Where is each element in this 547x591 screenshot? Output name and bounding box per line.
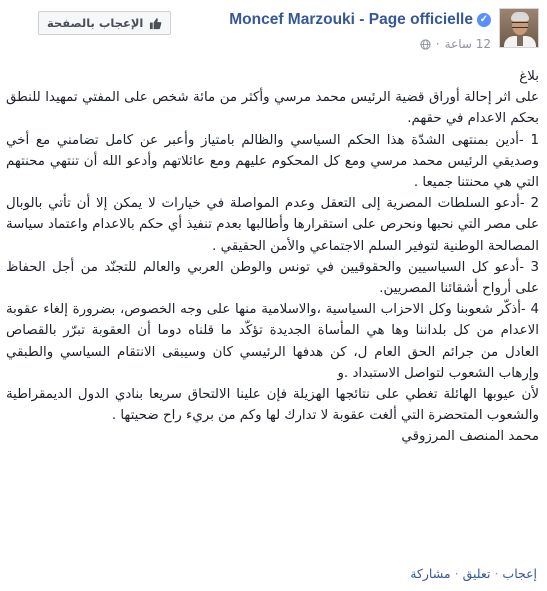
separator: · [494,566,499,581]
post-actions [410,566,537,581]
page-avatar[interactable] [499,8,539,48]
post-timestamp[interactable]: 12 ساعة · [420,37,491,51]
post-body [6,66,539,448]
thumbs-up-icon [149,17,162,30]
post-paragraph: 1 -أدين بمنتهى الشدّة هذا الحكم السياسي والظالم بامتياز وأعبر عن كامل تضامني مع أخي وصديقي الرئيس محمد مرسي ومع كل المحكوم عليهم ومع عائلاتهم وأدعو الله أن تنتهي محنتهم التي هي محنتنا جميعا . [6,132,539,191]
time-text[interactable]: 12 ساعة [444,37,491,51]
post-paragraph: لأن عيوبها الهائلة تغطي على نتائجها الهزيلة فإن علينا الالتحاق سريعا بنادي الدول الديمقراطية والشعوب المتحضرة التي ألغت عقوبة لا تدارك لها وكم من بريء راح ضحيتها . [6,387,539,424]
page-name-text[interactable]: Moncef Marzouki - Page officielle [229,11,473,28]
separator: · [454,566,459,581]
page-name-link[interactable] [229,11,491,29]
verified-check-icon: ✓ [477,13,491,27]
like-page-label: الإعجاب بالصفحة [47,16,144,30]
globe-icon [420,39,431,50]
post-paragraph: 3 -أدعو كل السياسيين والحقوقيين في تونس والوطن العربي والعالم للتجنّد من أجل الحفاظ على أرواح أشقائنا المصريين. [6,259,539,297]
like-link[interactable]: إعجاب [502,566,537,581]
post-paragraph: على اثر إحالة أوراق قضية الرئيس محمد مرسي وأكثر من مائة شخص على المفتي تمهيدا للنطق بحكم الاعدام في حقهم. [6,90,539,127]
like-page-button[interactable] [38,11,171,35]
post-paragraph: 4 -أذكّر شعوبنا وكل الاحزاب السياسية ،والاسلامية منها على وجه الخصوص، بضرورة إلغاء عقوبة الاعدام من كل بلداننا وها هي المأساة الجديدة تؤكّد ما قلناه دوما أن العقوبة تبرّر بالقصاص العادل من جرائم الحق العام ل، كن هدفها الرئيسي كان وسيبقى الانتقام السياسي والطبقي وإرهاب الشعوب لتواصل الاستبداد .و [6,302,539,381]
comment-link[interactable]: تعليق [462,566,491,581]
post-paragraph: 2 -أدعو السلطات المصرية إلى التعقل وعدم المواصلة في خيارات لا يمكن إلا أن تأتي بالوبال على مصر التي نحبها ونحرص على استقرارها وأطالبها بعدم تنفيذ أي حكم بالاعدام واعتماد سياسة المصالحة الوطنية لتوفير السلم الاجتماعي والأمن الحقيقي . [6,196,539,254]
post-signature: محمد المنصف المرزوقي [401,429,539,445]
share-link[interactable]: مشاركة [410,566,451,581]
post-title: بلاغ [519,69,539,84]
